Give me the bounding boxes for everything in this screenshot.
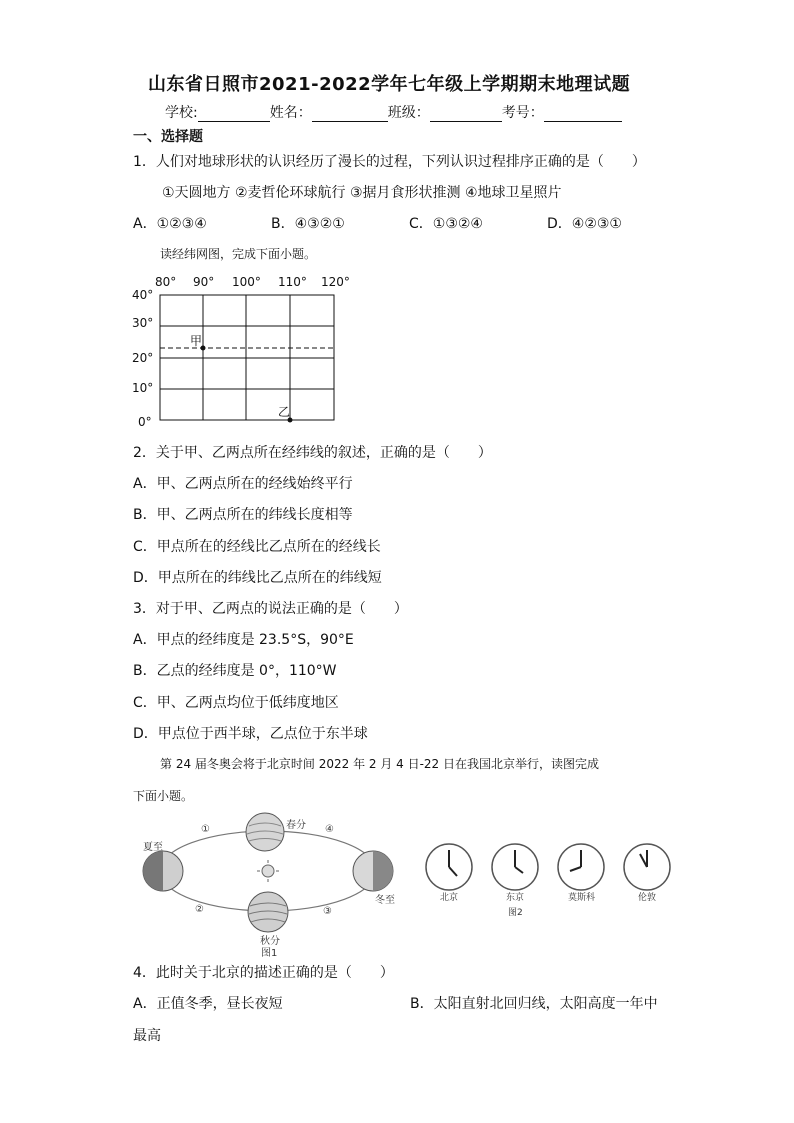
- orbit-segment-1: ①: [201, 824, 210, 835]
- exam-no-blank[interactable]: [544, 107, 622, 122]
- intro-olympics-line2: 下面小题。: [133, 789, 194, 803]
- class-label: 班级：: [387, 105, 430, 121]
- clock-label: 伦敦: [638, 893, 657, 903]
- q3-option-c[interactable]: C．甲、乙两点均位于低纬度地区: [133, 695, 339, 711]
- q3-stem: 3．对于甲、乙两点的说法正确的是（ ）: [133, 601, 408, 617]
- figure1-caption: 图1: [261, 948, 278, 958]
- school-label: 学校:: [165, 105, 198, 121]
- q1-option-b[interactable]: B．④③②①: [271, 216, 345, 232]
- student-info-line: [165, 102, 622, 122]
- clock-hand: [449, 867, 457, 876]
- clock-label: 莫斯科: [568, 893, 596, 903]
- q1-option-a[interactable]: A．①②③④: [133, 216, 207, 232]
- label-spring: 春分: [286, 820, 306, 831]
- q3-option-b[interactable]: B．乙点的经纬度是 0°，110°W: [133, 663, 337, 679]
- q3-option-d[interactable]: D．甲点位于西半球，乙点位于东半球: [133, 726, 368, 742]
- point-jia-label: 甲: [190, 334, 203, 348]
- lon-label: 120°: [321, 275, 350, 289]
- earth-autumn-equinox: [248, 892, 288, 932]
- sun-icon: [257, 860, 279, 882]
- clock-hand: [570, 867, 581, 871]
- q2-option-b[interactable]: B．甲、乙两点所在的纬线长度相等: [133, 507, 353, 523]
- label-summer: 夏至: [143, 842, 163, 853]
- school-blank[interactable]: [198, 107, 270, 122]
- point-yi-label: 乙: [278, 405, 291, 419]
- q4-stem: 4．此时关于北京的描述正确的是（ ）: [133, 965, 394, 981]
- lon-label: 110°: [278, 275, 307, 289]
- section-heading: 一、选择题: [133, 129, 203, 145]
- q1-stem: 1．人们对地球形状的认识经历了漫长的过程，下列认识过程排序正确的是（ ）: [133, 154, 646, 170]
- exam-no-label: 考号：: [501, 105, 544, 121]
- clock-label: 东京: [506, 893, 525, 903]
- q1-items: ①天圆地方 ②麦哲伦环球航行 ③据月食形状推测 ④地球卫星照片: [162, 185, 562, 201]
- clock-hand: [640, 854, 647, 867]
- lon-label: 90°: [193, 275, 215, 289]
- clock-hand: [515, 867, 523, 873]
- q2-stem: 2．关于甲、乙两点所在经纬线的叙述，正确的是（ ）: [133, 445, 492, 461]
- label-winter: 冬至: [375, 895, 395, 906]
- clock-label: 北京: [440, 893, 459, 903]
- lat-lon-grid-figure: [128, 270, 368, 430]
- figure2-caption: 图2: [508, 908, 523, 918]
- q2-option-c[interactable]: C．甲点所在的经线比乙点所在的经线长: [133, 539, 381, 555]
- q4-option-a[interactable]: A．正值冬季，昼长夜短: [133, 996, 283, 1012]
- q2-option-a[interactable]: A．甲、乙两点所在的经线始终平行: [133, 476, 353, 492]
- orbit-segment-2: ②: [195, 904, 204, 915]
- q1-option-c[interactable]: C．①③②④: [409, 216, 483, 232]
- world-clocks-figure: [420, 840, 690, 920]
- lat-label: 20°: [132, 351, 154, 365]
- lon-label: 80°: [155, 275, 177, 289]
- intro-grid-map: 读经纬网图，完成下面小题。: [160, 247, 317, 261]
- orbit-segment-4: ④: [325, 824, 334, 835]
- q4-option-b-line1[interactable]: B．太阳直射北回归线，太阳高度一年中: [410, 996, 658, 1012]
- earth-revolution-figure: [133, 808, 413, 958]
- q1-option-d[interactable]: D．④②③①: [547, 216, 622, 232]
- lat-label: 40°: [132, 288, 154, 302]
- name-blank[interactable]: [312, 107, 388, 122]
- orbit-segment-3: ③: [323, 906, 332, 917]
- q2-option-d[interactable]: D．甲点所在的纬线比乙点所在的纬线短: [133, 570, 382, 586]
- name-label: 姓名：: [269, 105, 312, 121]
- earth-winter-solstice: [353, 851, 393, 891]
- q4-option-b-line2[interactable]: 最高: [133, 1028, 161, 1044]
- lat-label: 30°: [132, 316, 154, 330]
- q3-option-a[interactable]: A．甲点的经纬度是 23.5°S，90°E: [133, 632, 354, 648]
- earth-spring-equinox: [246, 813, 284, 851]
- lon-label: 100°: [232, 275, 261, 289]
- class-blank[interactable]: [430, 107, 502, 122]
- label-autumn: 秋分: [260, 936, 280, 947]
- lat-label: 10°: [132, 381, 154, 395]
- earth-summer-solstice: [143, 851, 183, 891]
- intro-olympics-line1: 第 24 届冬奥会将于北京时间 2022 年 2 月 4 日-22 日在我国北京举行，读图完成: [160, 757, 600, 771]
- page-title: 山东省日照市2021-2022学年七年级上学期期末地理试题: [148, 74, 631, 95]
- lat-label: 0°: [138, 415, 152, 429]
